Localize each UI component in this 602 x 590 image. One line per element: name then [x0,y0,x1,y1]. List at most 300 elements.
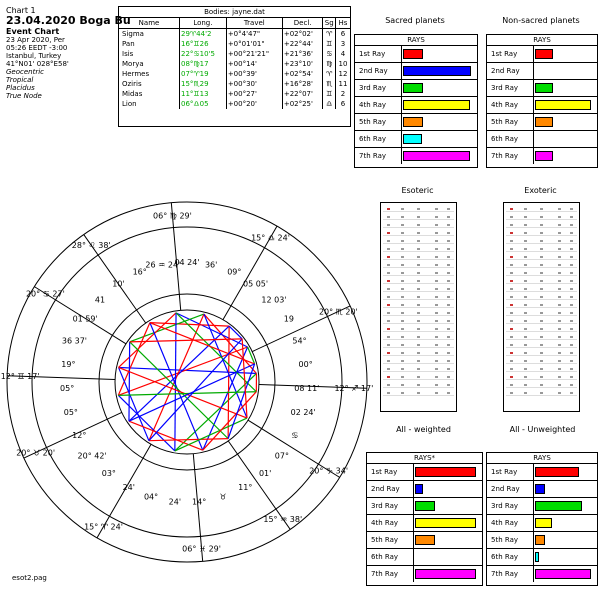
esoteric-row-line [506,283,577,284]
esoteric-cell-mark [524,280,527,282]
esoteric-cell-mark [447,376,450,378]
ray-divider [533,148,534,164]
esoteric-cell-mark [417,320,420,322]
planet-label: 24' [168,497,182,507]
esoteric-cell-mark [387,328,390,330]
ray-label: 5th Ray [371,536,399,544]
esoteric-cell-mark [558,368,561,370]
esoteric-cell-mark [435,344,438,346]
esoteric-cell-mark [447,208,450,210]
ray-row [367,515,482,532]
bodies-cell: 10 [336,59,351,69]
bodies-cell: 2 [336,89,351,99]
cusp-label: 20° ♋ 27' [25,289,65,299]
esoteric-row-line [383,323,454,324]
cusp-label: 12° ♊ 17' [0,372,40,382]
esoteric-cell-mark [435,280,438,282]
planet-label: 05° [60,384,75,394]
esoteric-cell-mark [401,256,404,258]
aspect-line [130,314,204,342]
esoteric-row-line [506,339,577,340]
esoteric-cell-mark [435,288,438,290]
esoteric-cell-mark [510,224,513,226]
esoteric-cell-mark [435,320,438,322]
esoteric-cell-mark [524,272,527,274]
chart-option-tropical: Tropical [6,76,34,84]
esoteric-cell-mark [524,304,527,306]
planet-label: 07° [274,451,289,461]
esoteric-cell-mark [558,392,561,394]
planet-label: 09° [227,267,242,277]
esoteric-cell-mark [447,360,450,362]
esoteric-cell-mark [401,384,404,386]
esoteric-cell-mark [435,224,438,226]
ray-bar [535,552,539,562]
planet-label: 01 59' [72,314,98,324]
ray-divider [533,532,534,548]
ray-row [487,97,597,114]
esoteric-cell-mark [387,224,390,226]
esoteric-cell-mark [417,272,420,274]
esoteric-cell-mark [435,384,438,386]
esoteric-cell-mark [540,296,543,298]
aspect-line [228,364,254,439]
esoteric-cell-mark [435,216,438,218]
ray-row [487,148,597,164]
esoteric-cell-mark [447,392,450,394]
esoteric-cell-mark [558,208,561,210]
esoteric-cell-mark [524,368,527,370]
esoteric-cell-mark [510,384,513,386]
esoteric-cell-mark [435,336,438,338]
esoteric-cell-mark [524,288,527,290]
bodies-cell: +00°27' [226,89,282,99]
esoteric-cell-mark [417,248,420,250]
bodies-cell: 08°♍17 [180,59,227,69]
ray-label: 7th Ray [491,570,519,578]
esoteric-cell-mark [524,328,527,330]
esoteric-cell-mark [447,240,450,242]
esoteric-cell-mark [401,344,404,346]
bodies-cell: Pan [122,40,135,48]
planet-label: 00° [298,359,313,369]
esoteric-cell-mark [401,248,404,250]
esoteric-cell-mark [524,376,527,378]
ray-bar [403,134,422,144]
esoteric-cell-mark [417,216,420,218]
esoteric-row-line [383,227,454,228]
esoteric-row-line [383,347,454,348]
esoteric-cell-mark [447,272,450,274]
ray-label: 2nd Ray [371,485,400,493]
aspect-line [129,342,130,421]
esoteric-cell-mark [540,304,543,306]
planet-label: 24' [122,482,135,492]
ray-label: 4th Ray [371,519,399,527]
ray-row [355,114,477,131]
esoteric-row-line [506,355,577,356]
ray-row [487,464,597,481]
esoteric-cell-mark [570,288,573,290]
esoteric-cell-mark [447,248,450,250]
ray-divider [533,464,534,480]
esoteric-row-line [506,267,577,268]
esoteric-row-line [383,379,454,380]
bodies-row [119,39,350,49]
esoteric-cell-mark [510,208,513,210]
esoteric-cell-mark [570,232,573,234]
ray-divider [401,148,402,164]
bodies-col-header: Long. [180,18,227,29]
esoteric-cell-mark [401,288,404,290]
ray-row [487,566,597,582]
rays-title: RAYS* [367,453,482,464]
planet-label: 36' [204,260,218,270]
aspect-line [229,326,242,339]
ray-row [367,481,482,498]
rays-title: RAYS [355,35,477,46]
aspect-line [149,439,228,441]
esoteric-cell-mark [540,352,543,354]
esoteric-cell-mark [524,392,527,394]
esoteric-cell-mark [570,368,573,370]
esoteric-cell-mark [524,264,527,266]
esoteric-cell-mark [510,336,513,338]
planet-label: ♉ [219,492,227,502]
esoteric-cell-mark [417,392,420,394]
ray-bar [403,100,470,110]
nonsacred-heading: Non-sacred planets [502,16,580,25]
ray-row [487,114,597,131]
esoteric-cell-mark [401,296,404,298]
planet-label: 01' [258,469,272,479]
ray-row [367,464,482,481]
bodies-cell: +22°07' [282,89,323,99]
esoteric-row-line [506,299,577,300]
bodies-col-header: Travel [226,18,282,29]
bodies-cell: Sigma [122,30,144,38]
esoteric-row-line [383,251,454,252]
esoteric-cell-mark [558,256,561,258]
esoteric-row-line [383,291,454,292]
bodies-cell: ♈ [323,29,336,40]
esoteric-cell-mark [447,296,450,298]
ray-divider [413,566,414,582]
esoteric-row-line [383,371,454,372]
esoteric-cell-mark [524,224,527,226]
esoteric-cell-mark [510,328,513,330]
esoteric-cell-mark [417,288,420,290]
bodies-col-header: Sg [324,19,334,27]
esoteric-cell-mark [447,312,450,314]
cusp-label: 20° ♏ 20' [318,307,358,317]
bodies-cell: 29♈44'2 [180,29,227,40]
ray-row [487,532,597,549]
bodies-cell: 22°♋10'5 [180,49,227,59]
esoteric-cell-mark [510,240,513,242]
esoteric-row-line [383,219,454,220]
ray-row [487,80,597,97]
esoteric-cell-mark [387,336,390,338]
bodies-cell: ♋ [323,49,336,59]
esoteric-cell-mark [540,328,543,330]
esoteric-cell-mark [540,224,543,226]
bodies-row [119,49,350,59]
ray-label: 1st Ray [491,50,518,58]
esoteric-cell-mark [570,360,573,362]
bodies-cell: +21°36' [282,49,323,59]
esoteric-cell-mark [447,264,450,266]
esoteric-row-line [506,243,577,244]
ray-label: 1st Ray [491,468,518,476]
ray-bar [403,83,423,93]
planet-label: 19 [283,314,294,324]
planet-label: 04° [143,492,159,502]
esoteric-cell-mark [510,264,513,266]
ray-divider [533,566,534,582]
esoteric-cell-mark [540,312,543,314]
esoteric-cell-mark [417,264,420,266]
planet-label: 12 03' [261,295,287,305]
bodies-cell: ♊ [323,39,336,49]
esoteric-cell-mark [387,256,390,258]
esoteric-cell-mark [447,328,450,330]
ray-label: 1st Ray [359,50,386,58]
bodies-row [119,79,350,89]
esoteric-row-line [383,387,454,388]
esoteric-row-line [506,347,577,348]
cusp-label: 06° ♍ 29' [153,211,192,221]
esoteric-cell-mark [401,392,404,394]
esoteric-cell-mark [540,280,543,282]
ray-divider [401,80,402,96]
ray-label: 6th Ray [491,135,519,143]
esoteric-cell-mark [435,312,438,314]
ray-bar [535,518,552,528]
ray-divider [401,131,402,147]
esoteric-cell-mark [540,232,543,234]
esoteric-cell-mark [510,368,513,370]
esoteric-cell-mark [435,256,438,258]
ray-row [355,131,477,148]
esoteric-row-line [506,291,577,292]
bodies-cell: +00°14' [226,59,282,69]
ray-bar [415,518,476,528]
bodies-cell: 11°♊13 [180,89,227,99]
esoteric-row-line [383,259,454,260]
ray-divider [401,97,402,113]
esoteric-cell-mark [510,256,513,258]
ray-divider [401,63,402,79]
bodies-cell: 6 [336,29,351,40]
esoteric-row-line [506,211,577,212]
ray-bar [415,484,423,494]
esoteric-cell-mark [417,296,420,298]
esoteric-cell-mark [447,320,450,322]
bodies-cell: 07°♈19 [180,69,227,79]
ray-row [367,549,482,566]
esoteric-cell-mark [524,336,527,338]
esoteric-cell-mark [435,360,438,362]
esoteric-row-line [383,363,454,364]
esoteric-cell-mark [447,384,450,386]
esoteric-cell-mark [510,320,513,322]
esoteric-cell-mark [570,208,573,210]
planet-label: 11° [238,482,253,492]
esoteric-cell-mark [435,248,438,250]
esoteric-row-line [506,275,577,276]
esoteric-cell-mark [401,376,404,378]
esoteric-cell-mark [417,312,420,314]
planet-label: 36 37' [61,336,88,346]
planet-label: 04 24' [174,258,200,267]
esoteric-cell-mark [558,384,561,386]
weighted-rays-panel [366,452,483,586]
ray-row [487,549,597,566]
cusp-label: 28° ♌ 38' [71,241,111,251]
ray-divider [401,46,402,62]
esoteric-cell-mark [558,240,561,242]
esoteric-cell-mark [524,320,527,322]
esoteric-cell-mark [540,240,543,242]
esoteric-cell-mark [417,344,420,346]
bodies-grid [119,18,350,109]
chart-info-date: 23 Apr 2020, Per [6,36,65,44]
bodies-cell: +00°30' [226,79,282,89]
esoteric-cell-mark [401,224,404,226]
bodies-row [119,59,350,69]
chart-option-geocentric: Geocentric [6,68,45,76]
esoteric-row-line [383,339,454,340]
esoteric-cell-mark [524,248,527,250]
bodies-cell: +0°4'47" [226,29,282,40]
nonsacred-rays-panel [486,34,598,168]
esoteric-cell-mark [401,312,404,314]
planet-label: 19° [61,359,76,369]
bodies-table-title: Bodies: jayne.dat [119,7,350,18]
esoteric-cell-mark [558,344,561,346]
esoteric-cell-mark [524,240,527,242]
esoteric-heading: Esoteric [401,186,434,195]
ray-divider [413,549,414,565]
planet-label: 05 05' [242,279,269,289]
esoteric-cell-mark [387,344,390,346]
esoteric-cell-mark [558,272,561,274]
esoteric-cell-mark [558,336,561,338]
unweighted-rays-panel [486,452,598,586]
ray-label: 5th Ray [491,118,519,126]
esoteric-cell-mark [417,384,420,386]
ray-label: 2nd Ray [359,67,388,75]
sacred-heading: Sacred planets [385,16,445,25]
esoteric-row-line [506,363,577,364]
ray-bar [535,151,553,161]
exoteric-table [503,202,580,412]
esoteric-cell-mark [570,216,573,218]
ray-label: 4th Ray [491,101,519,109]
bodies-cell: Morya [122,60,144,68]
esoteric-row-line [506,219,577,220]
esoteric-row-line [383,395,454,396]
esoteric-cell-mark [524,256,527,258]
esoteric-cell-mark [570,344,573,346]
weighted-heading: All - weighted [396,425,451,434]
esoteric-row-line [383,267,454,268]
esoteric-cell-mark [558,360,561,362]
esoteric-row-line [506,371,577,372]
esoteric-cell-mark [540,392,543,394]
esoteric-cell-mark [447,280,450,282]
bodies-cell: +02°54' [282,69,323,79]
esoteric-cell-mark [540,288,543,290]
esoteric-cell-mark [570,240,573,242]
esoteric-cell-mark [387,360,390,362]
ray-bar [415,501,435,511]
esoteric-cell-mark [558,232,561,234]
ray-bar [415,467,476,477]
unweighted-heading: All - Unweighted [509,425,576,434]
esoteric-row-line [506,395,577,396]
esoteric-cell-mark [447,216,450,218]
bodies-cell: ♊ [323,89,336,99]
bodies-cell: +00°20' [226,99,282,109]
esoteric-cell-mark [570,328,573,330]
esoteric-cell-mark [510,392,513,394]
esoteric-cell-mark [540,344,543,346]
esoteric-cell-mark [510,288,513,290]
esoteric-cell-mark [387,264,390,266]
esoteric-cell-mark [417,368,420,370]
esoteric-cell-mark [417,360,420,362]
ray-row [367,532,482,549]
ray-label: 3rd Ray [371,502,399,510]
bodies-cell: +00°21'21" [226,49,282,59]
chart-wheel [0,200,380,570]
ray-bar [535,501,582,511]
planet-label: 14° [192,497,207,507]
bodies-cell: 12 [336,69,351,79]
ray-divider [533,549,534,565]
ray-divider [413,532,414,548]
esoteric-row-line [506,259,577,260]
esoteric-cell-mark [570,312,573,314]
esoteric-cell-mark [558,224,561,226]
esoteric-cell-mark [540,320,543,322]
bodies-cell: Hermes [122,70,150,78]
esoteric-cell-mark [387,216,390,218]
planet-label: 16° [132,267,147,277]
esoteric-cell-mark [417,232,420,234]
esoteric-cell-mark [435,272,438,274]
esoteric-cell-mark [435,392,438,394]
ray-label: 6th Ray [491,553,519,561]
esoteric-cell-mark [558,328,561,330]
bodies-cell: +02°25' [282,99,323,109]
esoteric-cell-mark [558,280,561,282]
cusp-label: 15° ♒ 38' [263,514,303,524]
esoteric-cell-mark [510,352,513,354]
ray-bar [535,467,579,477]
ray-label: 4th Ray [491,519,519,527]
esoteric-row-line [383,243,454,244]
ray-label: 1st Ray [371,468,398,476]
exoteric-heading: Exoteric [524,186,557,195]
cusp-label: 15° ♈ 24' [84,522,123,532]
esoteric-cell-mark [387,248,390,250]
esoteric-row-line [506,315,577,316]
esoteric-row-line [506,227,577,228]
bodies-cell: 16°♊26 [180,39,227,49]
